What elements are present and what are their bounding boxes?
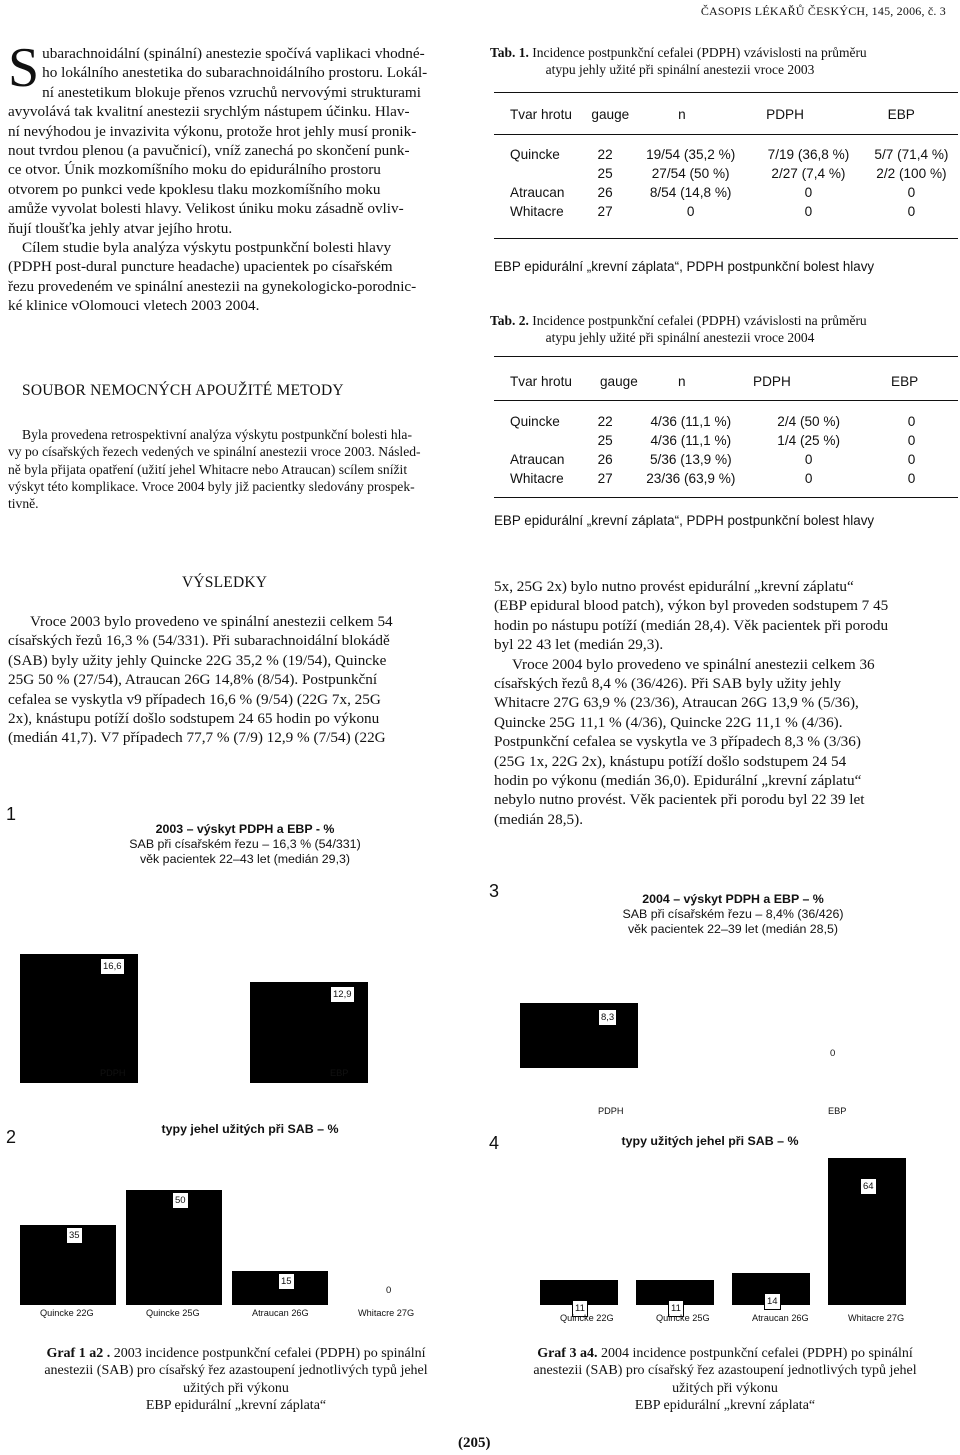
methods-line: ně byla přijata opatření (užití jehel Whitacre nebo Atraucan) scílem snížit xyxy=(8,461,408,477)
tab1-caption xyxy=(490,44,960,78)
tab1-bottom-rule xyxy=(494,238,958,239)
results-right-text xyxy=(494,577,960,829)
fig3-number: 3 xyxy=(489,881,500,901)
table-cell: 27/54 (50 %) xyxy=(651,166,730,181)
tab1-col-ebp: EBP xyxy=(887,107,915,122)
axis-tick-label: Quincke 22G xyxy=(40,1308,94,1318)
table-cell: Whitacre xyxy=(510,204,564,219)
results-line: Vroce 2003 bylo provedeno ve spinální anestezii celkem 54 xyxy=(30,613,393,630)
table-cell: 25 xyxy=(597,166,613,181)
fig3-chart xyxy=(490,860,955,1125)
axis-tick-label: Whitacre 27G xyxy=(848,1313,905,1323)
intro-line: avyvolává tak kvalitní anestezii srychlým nástupem účinku. Hlav- xyxy=(8,103,410,121)
results-line: Postpunkční cefalea se vyskytla ve 3 případech 8,3 % (3/36) xyxy=(494,733,861,751)
fig1-number: 1 xyxy=(6,804,17,824)
results-line: 2x), knástupu potíží došlo sodstupem 24 65 hodin po výkonu xyxy=(8,710,380,728)
table-cell: 0 xyxy=(907,433,916,448)
table-cell: 2/4 (50 %) xyxy=(777,414,841,429)
fig2-number: 2 xyxy=(6,1127,17,1147)
bar-value-label: 16,6 xyxy=(100,958,125,975)
tab2-label: Tab. 2. xyxy=(490,313,529,328)
table-row xyxy=(510,431,960,450)
caption-left-line2: anestezii (SAB) pro císařský řez azastoupení jednotlivých typů jehel xyxy=(44,1363,428,1379)
methods-line: výskyt této komplikace. Vroce 2004 byly již pacientky sledovány prospek- xyxy=(8,478,415,494)
tab2-top-rule xyxy=(494,356,958,357)
tab2-footnote: EBP epidurální „krevní záplata“, PDPH postpunkční bolest hlavy xyxy=(494,513,875,528)
axis-tick-label: EBP xyxy=(330,1068,349,1078)
results-line: Whitacre 27G 63,9 % (23/36), Atraucan 26G 13,9 % (5/36), xyxy=(494,694,859,712)
results-line: hodin po nástupu potíží (medián 28,4). Věk pacientek při porodu xyxy=(494,616,889,634)
tab2-col-n: n xyxy=(678,374,686,389)
tab1-mid-rule xyxy=(494,134,958,135)
methods-line: vy po císařských řezech vedených ve spinální anestezii vroce 2003. Násled- xyxy=(8,444,421,460)
table-row xyxy=(510,164,960,183)
intro-line: ní nevýhodou je invazivita výkonu, protože hrot jehly musí pronik- xyxy=(8,122,417,140)
axis-tick-label: Whitacre 27G xyxy=(358,1308,415,1318)
table-row xyxy=(510,412,960,431)
intro-line: (PDPH post-dural puncture headache) upacientek po císařském xyxy=(8,258,393,276)
tab2-caption xyxy=(490,312,960,346)
fig1-title-line2: SAB při císařském řezu – 16,3 % (54/331) xyxy=(129,837,361,851)
bar-value-label: 8,3 xyxy=(598,1009,617,1026)
intro-text xyxy=(8,37,462,316)
intro-line: ho lokálního anestetika do subarachnoidálního prostoru. Lokál- xyxy=(42,64,428,82)
table-cell: 22 xyxy=(597,147,613,162)
methods-heading: SOUBOR NEMOCNÝCH APOUŽITÉ METODY xyxy=(22,382,344,399)
caption-right xyxy=(494,1345,956,1415)
results-line: (SAB) byly užity jehly Quincke 22G 35,2 % (19/54), Quincke xyxy=(8,651,387,669)
caption-right-line3: užitých při výkonu xyxy=(672,1380,778,1396)
fig3-title-line3: věk pacientek 22–39 let (medián 28,5) xyxy=(627,922,839,936)
fig2-title: typy jehel užitých při SAB – % xyxy=(161,1122,339,1136)
table-cell: 0 xyxy=(804,452,813,467)
axis-tick-label: EBP xyxy=(828,1106,847,1116)
table-cell xyxy=(510,431,598,450)
tab2-caption-line1: Incidence postpunkční cefalei (PDPH) vzávislosti na průměru xyxy=(532,313,867,328)
axis-tick-label: PDPH xyxy=(598,1106,624,1116)
methods-line: Byla provedena retrospektivní analýza výskytu postpunkční bolesti hla- xyxy=(22,427,412,442)
tab1-col-shape: Tvar hrotu xyxy=(510,107,572,122)
bar-value-label: 14 xyxy=(764,1293,781,1310)
table-cell: 0 xyxy=(686,204,695,219)
table-cell: 26 xyxy=(597,185,613,200)
results-heading: VÝSLEDKY xyxy=(182,574,268,591)
methods-text xyxy=(8,426,462,512)
table-cell: 26 xyxy=(597,452,613,467)
table-row xyxy=(510,183,960,202)
bar-value-label: 15 xyxy=(278,1273,295,1290)
intro-line: Cílem studie byla analýza výskytu postpunkční bolesti hlavy xyxy=(22,239,392,257)
fig4-title: typy užitých jehel při SAB – % xyxy=(621,1134,799,1148)
running-head: ČASOPIS LÉKAŘŮ ČESKÝCH, 145, 2006, č. 3 xyxy=(700,4,946,18)
table-row xyxy=(510,202,960,221)
tab2-table xyxy=(510,372,951,391)
results-line: Quincke 25G 11,1 % (4/36), Quincke 22G 11,1 % (4/36). xyxy=(494,713,843,731)
caption-right-line1: 2004 incidence postpunkční cefalei (PDPH) po spinální xyxy=(600,1346,913,1361)
table-cell: 4/36 (11,1 %) xyxy=(650,414,732,429)
results-line: (medián 41,7). V7 případech 77,7 % (7/9) 12,9 % (7/54) (22G xyxy=(8,729,386,747)
table-cell: Quincke xyxy=(510,414,560,429)
bar-value-label: 50 xyxy=(172,1192,189,1209)
intro-line: ňují tloušťka jehly atvar jejího hrotu. xyxy=(8,219,233,237)
table-cell: 0 xyxy=(907,204,916,219)
intro-line: nout tvrdou plenou (a pavučnicí), vníž zanechá po skončení punk- xyxy=(8,142,410,160)
bar-value-label: 12,9 xyxy=(330,986,355,1003)
axis-tick-label: PDPH xyxy=(100,1068,126,1078)
caption-left-line1: 2003 incidence postpunkční cefalei (PDPH) po spinální xyxy=(113,1346,426,1361)
tab1-body xyxy=(510,145,960,221)
bar-value-label: 0 xyxy=(830,1048,836,1059)
results-line: císařských řezů 8,4 % (36/426). Při SAB byly užity jehly xyxy=(494,675,842,693)
table-row xyxy=(510,469,960,488)
table-row xyxy=(510,450,960,469)
page-number: (205) xyxy=(458,1435,491,1451)
results-line: hodin po výkonu (medián 36,0). Epidurální „krevní záplatu“ xyxy=(494,772,862,790)
tab1-top-rule xyxy=(494,92,958,93)
tab2-header-row xyxy=(510,372,951,391)
results-line: cefalea se vyskytla v9 případech 16,6 % (9/54) (22G 7x, 25G xyxy=(8,690,381,708)
tab1-label: Tab. 1. xyxy=(490,45,529,60)
table-cell: 27 xyxy=(597,471,613,486)
fig1-title-line3: věk pacientek 22–43 let (medián 29,3) xyxy=(139,852,351,866)
tab1-col-pdph: PDPH xyxy=(766,107,804,122)
tab2-col-gauge: gauge xyxy=(600,374,638,389)
results-line: Vroce 2004 bylo provedeno ve spinální anestezii celkem 36 xyxy=(512,655,875,673)
table-row xyxy=(510,145,960,164)
table-cell: 0 xyxy=(804,185,813,200)
table-cell: 0 xyxy=(804,471,813,486)
fig3-title-line2: SAB při císařském řezu – 8,4% (36/426) xyxy=(622,907,844,921)
intro-line: ké klinice vOlomouci vletech 2003 2004. xyxy=(8,297,260,315)
tab1-caption-line2: atypu jehly užité při spinální anestezii vroce 2003 xyxy=(545,62,815,77)
table-cell: 2/27 (7,4 %) xyxy=(771,166,846,181)
table-cell: 2/2 (100 %) xyxy=(876,166,947,181)
bar-pdph xyxy=(520,1003,638,1068)
tab2-bottom-rule xyxy=(494,497,958,498)
table-cell: 0 xyxy=(907,185,916,200)
bar-value-label: 11 xyxy=(572,1300,588,1317)
table-cell: Whitacre xyxy=(510,471,564,486)
tab1-table xyxy=(510,105,960,124)
results-line: císařských řezů 16,3 % (54/331). Při subarachnoidální blokádě xyxy=(8,632,390,650)
table-cell: 0 xyxy=(907,471,916,486)
fig2-chart xyxy=(20,1140,460,1325)
table-cell: 0 xyxy=(907,452,916,467)
table-cell: Atraucan xyxy=(510,185,565,200)
caption-left xyxy=(8,1345,464,1415)
tab2-caption-line2: atypu jehly užité při spinální anestezii vroce 2004 xyxy=(545,330,815,345)
results-left-text xyxy=(8,612,462,748)
tab2-col-pdph: PDPH xyxy=(753,374,791,389)
tab1-col-n: n xyxy=(678,107,686,122)
table-cell: 19/54 (35,2 %) xyxy=(646,147,736,162)
fig4-number: 4 xyxy=(489,1133,500,1153)
tab1-caption-line1: Incidence postpunkční cefalei (PDPH) vzávislosti na průměru xyxy=(532,45,867,60)
caption-left-line4: EBP epidurální „krevní záplata“ xyxy=(145,1398,327,1414)
fig1-title-line1: 2003 – výskyt PDPH a EBP - % xyxy=(155,822,335,836)
table-cell: 0 xyxy=(804,204,813,219)
fig3-title-line1: 2004 – výskyt PDPH a EBP – % xyxy=(642,892,824,906)
tab2-mid-rule xyxy=(494,400,958,401)
table-cell: 23/36 (63,9 %) xyxy=(646,471,736,486)
caption-right-label: Graf 3 a4. xyxy=(537,1346,598,1361)
table-cell: 1/4 (25 %) xyxy=(777,433,841,448)
table-cell: 8/54 (14,8 %) xyxy=(649,185,732,200)
tab2-body xyxy=(510,412,960,488)
caption-right-line2: anestezii (SAB) pro císařský řez azastoupení jednotlivých typů jehel xyxy=(533,1363,917,1379)
table-cell xyxy=(510,164,598,183)
intro-line: otvorem po punkci vede kpoklesu tlaku mozkomíšního moku xyxy=(8,180,381,198)
table-cell: 5/7 (71,4 %) xyxy=(874,147,949,162)
results-line: 5x, 25G 2x) bylo nutno provést epidurální „krevní záplatu“ xyxy=(494,578,854,595)
table-cell: 22 xyxy=(597,414,613,429)
table-cell: 5/36 (13,9 %) xyxy=(650,452,732,467)
caption-right-line4: EBP epidurální „krevní záplata“ xyxy=(634,1398,816,1414)
results-line: (EBP epidural blood patch), výkon byl proveden sodstupem 7 45 xyxy=(494,597,889,615)
results-line: (medián 28,5). xyxy=(494,810,583,828)
axis-tick-label: Quincke 25G xyxy=(146,1308,200,1318)
intro-line: amůže vyvolat bolesti hlavy. Velikost úniku moku zásadně ovliv- xyxy=(8,200,404,218)
bar-value-label: 0 xyxy=(386,1285,392,1296)
fig1-title xyxy=(80,822,410,867)
axis-tick-label: Atraucan 26G xyxy=(252,1308,309,1318)
bar-value-label: 64 xyxy=(860,1178,877,1195)
table-cell: 0 xyxy=(907,414,916,429)
fig4-chart xyxy=(490,1140,955,1325)
caption-left-line3: užitých při výkonu xyxy=(183,1380,289,1396)
methods-line: tivně. xyxy=(8,496,39,512)
tab1-col-gauge: gauge xyxy=(591,107,630,122)
results-line: (25G 1x, 22G 2x), knástupu potíží došlo sodstupem 24 54 xyxy=(494,752,847,770)
results-line: 25G 50 % (27/54), Atraucan 26G 14,8% (8/54). Postpunkční xyxy=(8,671,378,689)
tab2-col-ebp: EBP xyxy=(891,374,919,389)
drop-cap: S xyxy=(8,37,40,99)
bar-value-label: 35 xyxy=(66,1227,83,1244)
table-cell: 7/19 (36,8 %) xyxy=(767,147,850,162)
tab1-footnote: EBP epidurální „krevní záplata“, PDPH postpunkční bolest hlavy xyxy=(494,259,875,274)
table-cell: 27 xyxy=(597,204,613,219)
intro-line: ubarachnoidální (spinální) anestezie spočívá vaplikaci vhodné- xyxy=(42,45,425,62)
bar-value-label: 11 xyxy=(668,1300,684,1317)
table-cell: Atraucan xyxy=(510,452,565,467)
tab1-header-row xyxy=(510,105,960,124)
intro-line: ní anestetikum blokuje přenos vzruchů nervovými strukturami xyxy=(42,83,421,101)
axis-tick-label: Quincke 25G xyxy=(656,1313,710,1323)
axis-tick-label: Quincke 22G xyxy=(560,1313,614,1323)
table-cell: 25 xyxy=(597,433,613,448)
axis-tick-label: Atraucan 26G xyxy=(752,1313,809,1323)
fig1-chart xyxy=(20,868,460,1083)
results-line: nebylo nutno provést. Věk pacientek při porodu byl 22 39 let xyxy=(494,791,865,809)
intro-line: ce otvor. Únik mozkomíšního moku do epidurálního prostoru xyxy=(8,161,381,179)
caption-left-label: Graf 1 a2 . xyxy=(46,1346,111,1361)
results-line: byl 22 43 let (medián 29,3). xyxy=(494,636,664,654)
tab2-col-shape: Tvar hrotu xyxy=(510,374,572,389)
intro-line: řezu provedeném ve spinální anestezii na gynekologicko-porodnic- xyxy=(8,277,417,295)
table-cell: 4/36 (11,1 %) xyxy=(650,433,732,448)
table-cell: Quincke xyxy=(510,147,560,162)
